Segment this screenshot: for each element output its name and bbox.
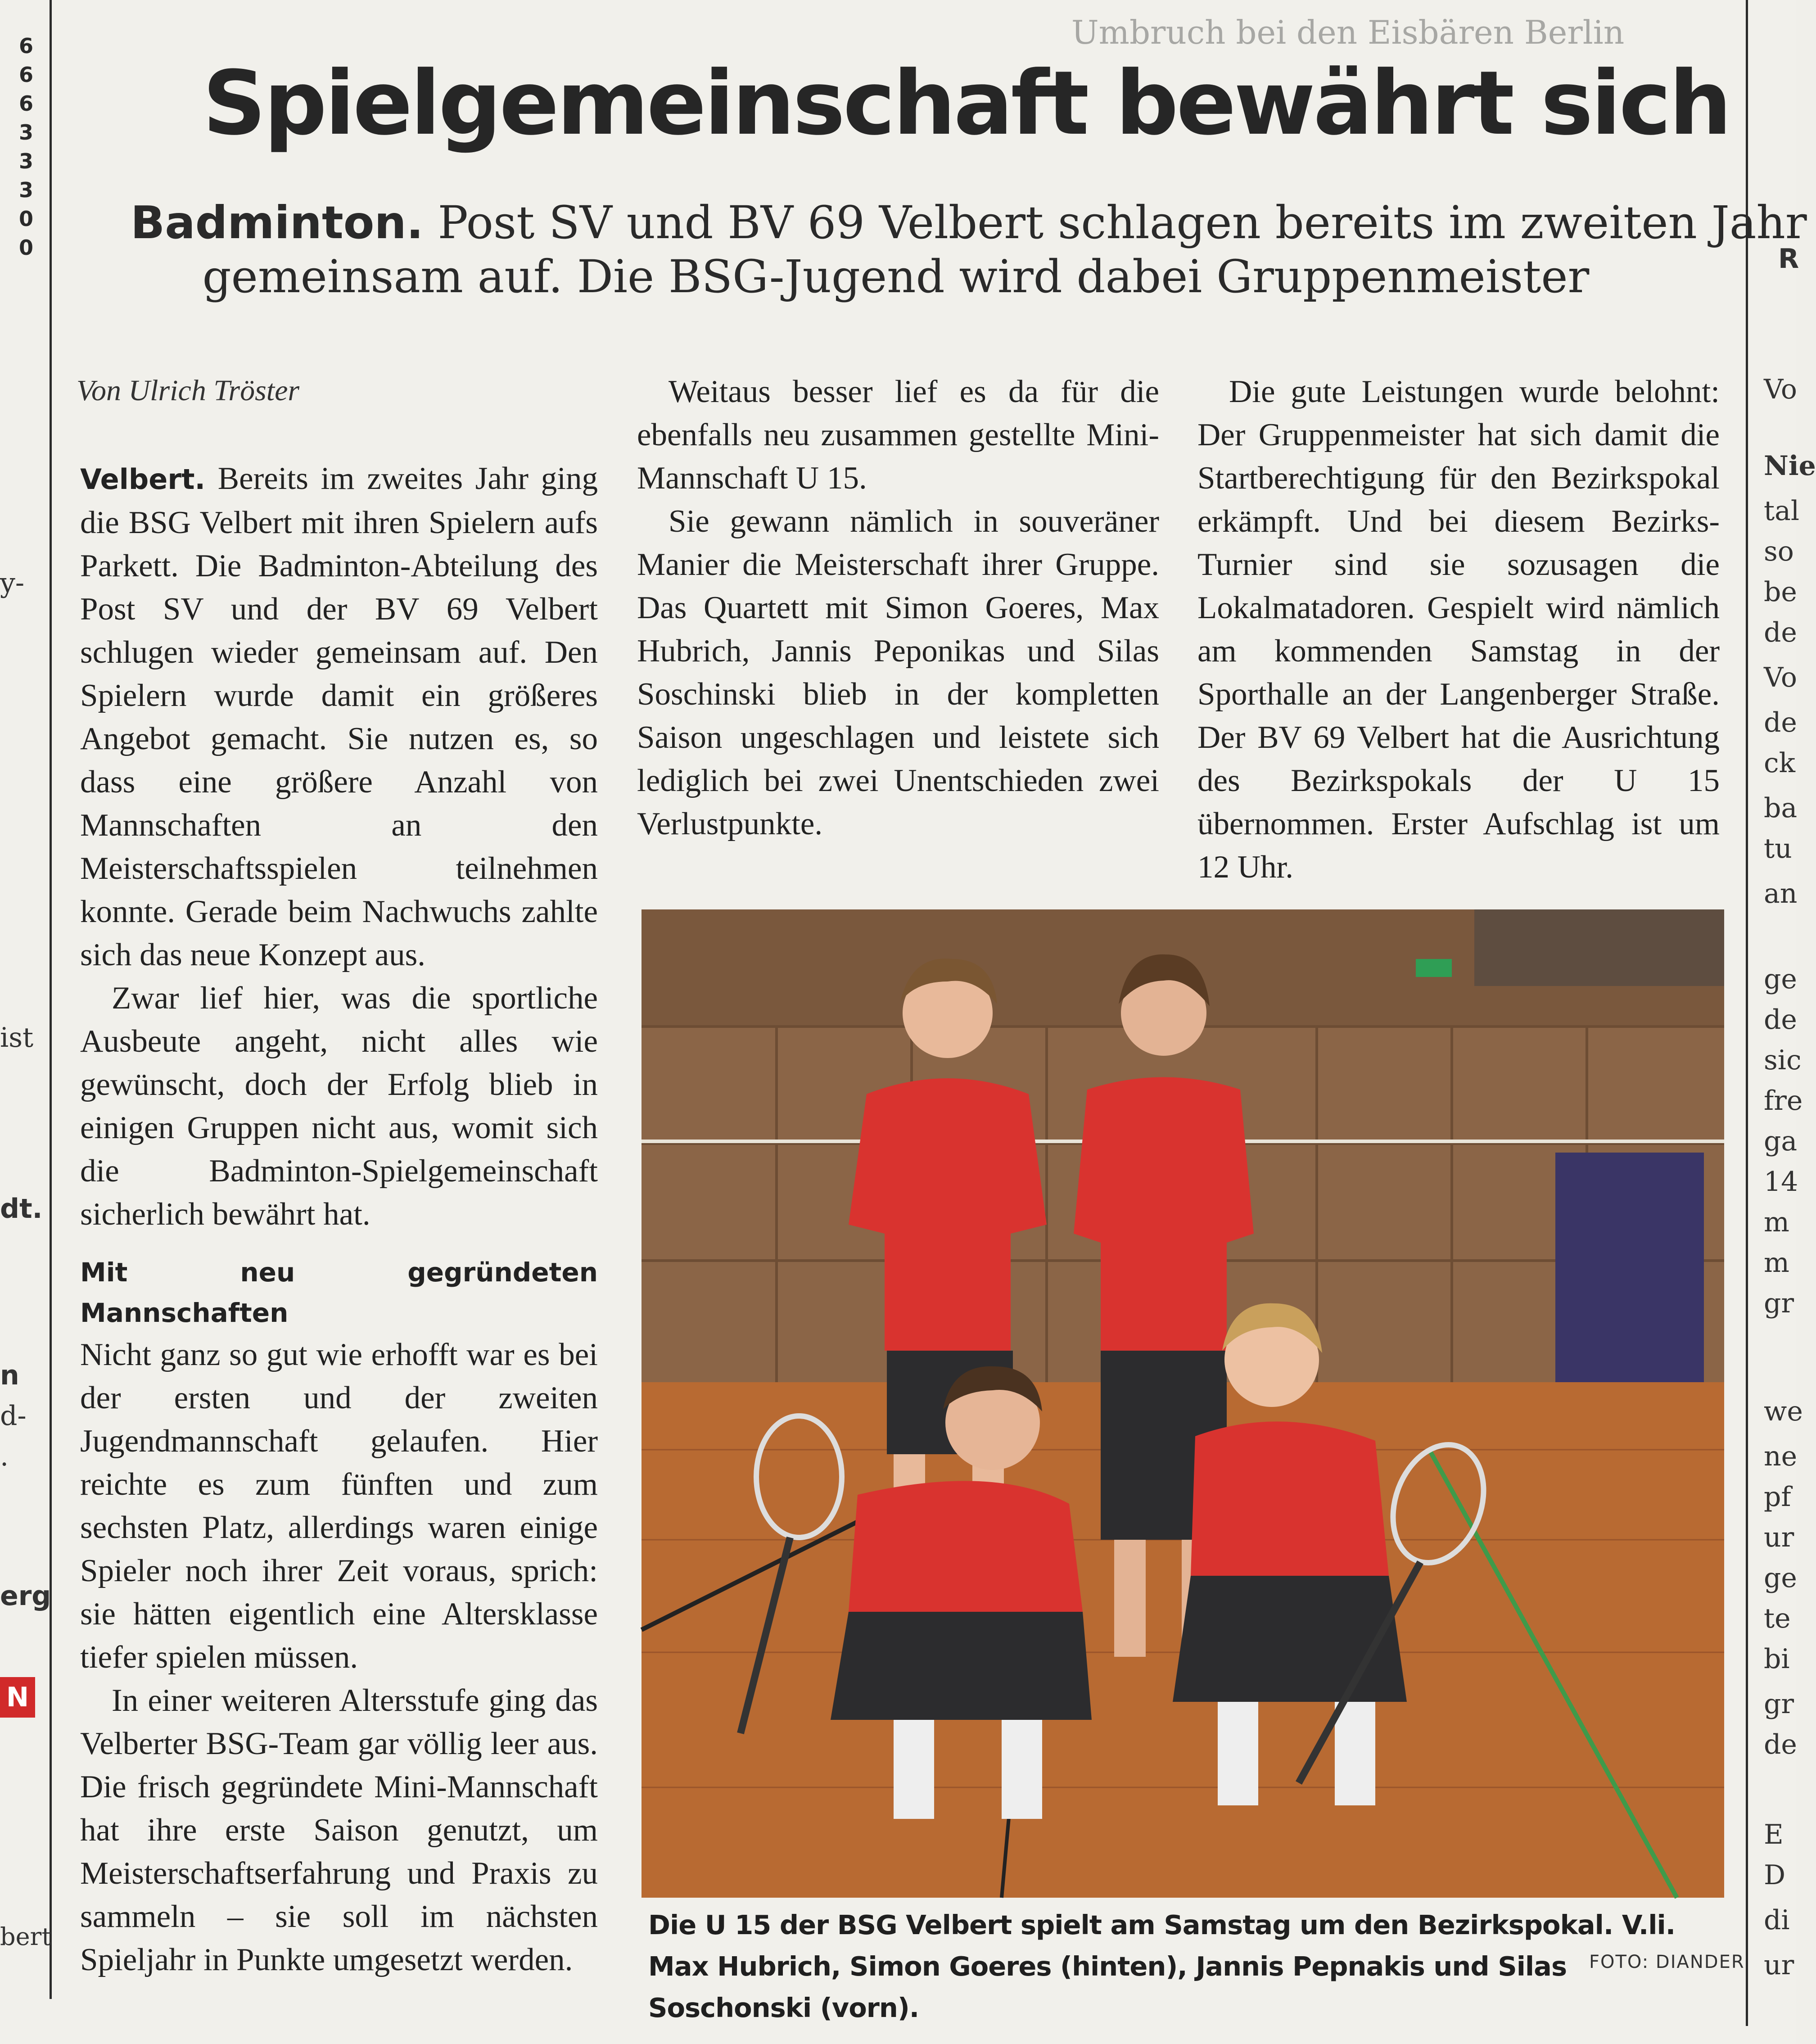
right-fragment: tal [1764, 495, 1800, 527]
right-fragment: tu [1764, 833, 1792, 864]
right-fragment: ur [1764, 1949, 1794, 1981]
right-fragment: ge [1764, 963, 1797, 995]
right-fragment: ga [1764, 1126, 1798, 1157]
right-fragment: de [1764, 707, 1797, 738]
right-fragment: te [1764, 1603, 1791, 1634]
article-kicker: Badminton. [131, 196, 424, 249]
right-fragment: so [1764, 536, 1794, 567]
left-fragment: erg [0, 1580, 51, 1612]
right-fragment: Nie [1764, 450, 1816, 482]
crash-mat [1555, 1153, 1704, 1387]
article-column-3 [1197, 370, 1720, 889]
right-fragment: ne [1764, 1441, 1798, 1472]
right-fragment: D [1764, 1859, 1786, 1891]
photo-window [1474, 909, 1724, 986]
right-fragment: gr [1764, 1288, 1794, 1319]
team-photo [641, 909, 1724, 1898]
right-fragment: de [1764, 1004, 1797, 1036]
right-fragment: ge [1764, 1562, 1797, 1594]
left-fragment: ist [0, 1022, 34, 1054]
right-fragment: R [1778, 243, 1799, 275]
right-fragment: di [1764, 1904, 1790, 1936]
paragraph: Nicht ganz so gut wie erhofft war es bei der ersten und der zweiten Jugendmannschaft gelaufen. Hier reichte es zum fünften und zum sechsten Platz, allerdings waren einige Spieler noch ihrer Zeit voraus, sprich: sie hätten eigentlich eine Altersklasse tiefer spielen müssen. [80, 1337, 598, 1675]
article-subheading: Mit neu gegründeten Mannschaften [80, 1257, 598, 1328]
right-fragment: ur [1764, 1522, 1794, 1553]
right-fragment: gr [1764, 1688, 1794, 1720]
right-fragment: sic [1764, 1045, 1802, 1076]
left-fragment: y- [0, 567, 25, 599]
right-fragment: m [1764, 1247, 1789, 1279]
right-fragment: an [1764, 878, 1798, 909]
article-column-2 [637, 370, 1159, 846]
right-fragment: E [1764, 1819, 1784, 1850]
left-fragment: bert [0, 1922, 52, 1951]
photo-credit: FOTO: DIANDER [1589, 1952, 1745, 1972]
paragraph: Zwar lief hier, was die sportliche Ausbeute angeht, nicht alles wie gewünscht, doch der Erfolg blieb in einigen Gruppen nicht aus, womit sich die Badminton-Spielgemeinschaft sicherlich bewährt hat. [80, 981, 598, 1232]
left-fragment: . [0, 1441, 9, 1472]
right-fragment: be [1764, 576, 1797, 608]
right-fragment: de [1764, 1729, 1797, 1760]
dateline: Velbert. [80, 463, 206, 496]
paragraph: In einer weiteren Altersstufe ging das Velberter BSG-Team gar völlig leer aus. Die frisch gegründete Mini-Mannschaft hat ihre erste Saison genutzt, um Meisterschaftserfahrung und Praxis zu sammeln – sie soll im nächsten Spieljahr in Punkte umgesetzt werden. [80, 1683, 598, 1977]
right-fragment: fre [1764, 1085, 1803, 1117]
left-fragment: dt. [0, 1193, 43, 1225]
paragraph [80, 457, 598, 977]
right-fragment: pf [1764, 1481, 1791, 1513]
subline-text-1: Post SV und BV 69 Velbert schlagen bereits im zweiten Jahr [438, 196, 1807, 249]
right-fragment: 14 [1764, 1166, 1798, 1198]
right-fragment: Vo [1764, 374, 1797, 405]
margin-red-box: N [0, 1677, 35, 1718]
article-headline: Spielgemeinschaft bewährt sich [203, 52, 1730, 155]
left-column-rule [50, 0, 52, 1999]
photo-caption: Die U 15 der BSG Velbert spielt am Samstag um den Bezirkspokal. V.li. Max Hubrich, Simon Goeres (hinten), Jannis Pepnakis und Silas Soschonski (vorn). [648, 1909, 1676, 2023]
neighbor-headline-fragment: Umbruch bei den Eisbären Berlin [1071, 14, 1625, 51]
team-photo-illustration [641, 909, 1724, 1898]
paragraph: Weitaus besser lief es da für die ebenfalls neu zusammen gestellte Mini-Mannschaft U 15. [637, 374, 1159, 496]
right-fragment: ck [1764, 747, 1795, 779]
paragraph: Sie gewann nämlich in souveräner Manier die Meisterschaft ihrer Gruppe. Das Quartett mit Simon Goeres, Max Hubrich, Jannis Peponikas und Silas Soschinski blieb in der kompletten Saison ungeschlagen und leistete sich lediglich bei zwei Unentschieden zwei Verlustpunkte. [637, 504, 1159, 841]
margin-digits: 66633300 [18, 34, 33, 260]
article-column-1 [80, 457, 598, 1981]
right-fragment: ba [1764, 792, 1798, 824]
right-fragment: m [1764, 1207, 1789, 1238]
paragraph: Die gute Leistungen wurde belohnt: Der Gruppenmeister hat sich damit die Startberechtigung für den Bezirkspokal erkämpft. Und bei diesem Bezirks-Turnier sind sie sozusagen die Lokalmatadoren. Gespielt wird nämlich am kommenden Samstag in der Sporthalle an der Langenberger Straße. Der BV 69 Velbert hat die Ausrichtung des Bezirkspokals der U 15 übernommen. Erster Aufschlag ist um 12 Uhr. [1197, 374, 1720, 885]
article-subline-2: gemeinsam auf. Die BSG-Jugend wird dabei Gruppenmeister [202, 250, 1590, 303]
right-fragment: we [1764, 1396, 1803, 1427]
article-byline: Von Ulrich Tröster [77, 374, 300, 407]
right-fragment: de [1764, 617, 1797, 648]
right-fragment: Vo [1764, 662, 1797, 693]
exit-sign [1416, 959, 1452, 977]
left-fragment: n [0, 1360, 19, 1391]
left-fragment: d- [0, 1400, 27, 1432]
right-fragment: bi [1764, 1643, 1790, 1675]
paragraph-text: Bereits im zweites Jahr ging die BSG Velbert mit ihren Spielern aufs Parkett. Die Badminton-Abteilung des Post SV und der BV 69 Velbert schlugen wieder gemeinsam auf. Den Spielern wurde damit ein größeres Angebot gemacht. Sie nutzen es, so dass eine größere Anzahl von Mannschaften an den Meisterschaftsspielen teilnehmen konnte. Gerade beim Nachwuchs zahlte sich das neue Konzept aus. [80, 461, 598, 972]
right-column-rule [1746, 0, 1748, 2026]
